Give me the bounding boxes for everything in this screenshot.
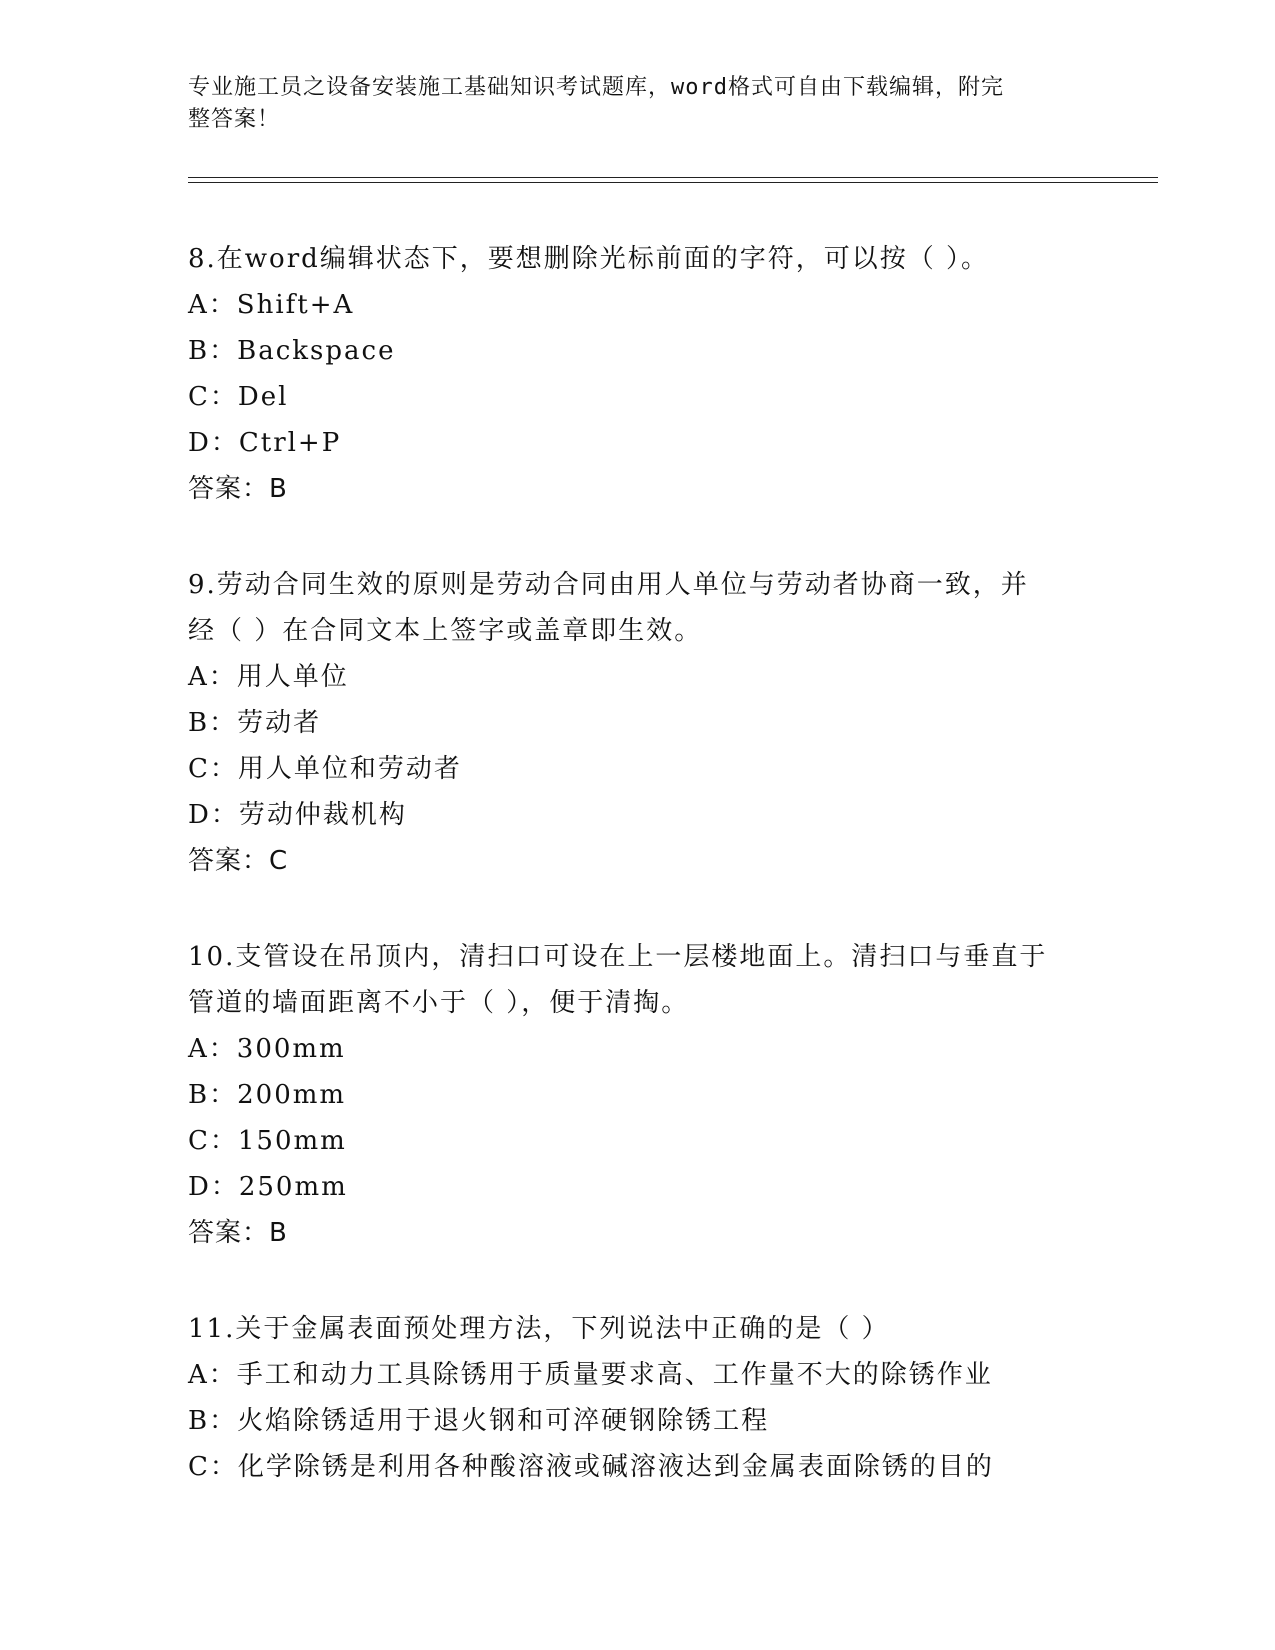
option-a: A：手工和动力工具除锈用于质量要求高、工作量不大的除锈作业 <box>188 1360 993 1390</box>
option-c: C：150mm <box>188 1126 347 1156</box>
option-d: D：劳动仲裁机构 <box>188 800 407 830</box>
answer: 答案：C <box>188 846 289 876</box>
option-a: A：用人单位 <box>188 662 349 692</box>
question-stem: 11.关于金属表面预处理方法，下列说法中正确的是（ ） <box>188 1314 890 1344</box>
option-b: B：Backspace <box>188 336 396 366</box>
option-c: C：化学除锈是利用各种酸溶液或碱溶液达到金属表面除锈的目的 <box>188 1452 994 1482</box>
header-line-2: 整答案！ <box>188 107 281 132</box>
question-stem: 8.在word编辑状态下，要想删除光标前面的字符，可以按（ ）。 <box>188 244 990 274</box>
option-c: C：Del <box>188 382 289 412</box>
question-list <box>188 236 1088 1542</box>
header-line-1: 专业施工员之设备安装施工基础知识考试题库，word格式可自由下载编辑，附完 <box>188 75 1004 100</box>
question-stem-line-2: 管道的墙面距离不小于（ ），便于清掏。 <box>188 988 690 1018</box>
option-a: A：300mm <box>188 1034 346 1064</box>
document-header <box>188 72 1088 136</box>
option-c: C：用人单位和劳动者 <box>188 754 462 784</box>
question-stem-line-1: 9.劳动合同生效的原则是劳动合同由用人单位与劳动者协商一致，并 <box>188 570 1029 600</box>
option-d: D：Ctrl+P <box>188 428 342 458</box>
question-11 <box>188 1306 1088 1490</box>
option-b: B：劳动者 <box>188 708 322 738</box>
option-a: A：Shift+A <box>188 290 355 320</box>
option-b: B：200mm <box>188 1080 347 1110</box>
question-stem-line-2: 经（ ）在合同文本上签字或盖章即生效。 <box>188 616 703 646</box>
answer: 答案：B <box>188 1218 288 1248</box>
option-b: B：火焰除锈适用于退火钢和可淬硬钢除锈工程 <box>188 1406 770 1436</box>
question-10 <box>188 934 1088 1254</box>
answer: 答案：B <box>188 474 288 504</box>
header-divider-bottom <box>188 182 1158 183</box>
question-stem-line-1: 10.支管设在吊顶内，清扫口可设在上一层楼地面上。清扫口与垂直于 <box>188 942 1048 972</box>
option-d: D：250mm <box>188 1172 348 1202</box>
header-divider-top <box>188 177 1158 178</box>
question-8 <box>188 236 1088 510</box>
question-9 <box>188 562 1088 882</box>
